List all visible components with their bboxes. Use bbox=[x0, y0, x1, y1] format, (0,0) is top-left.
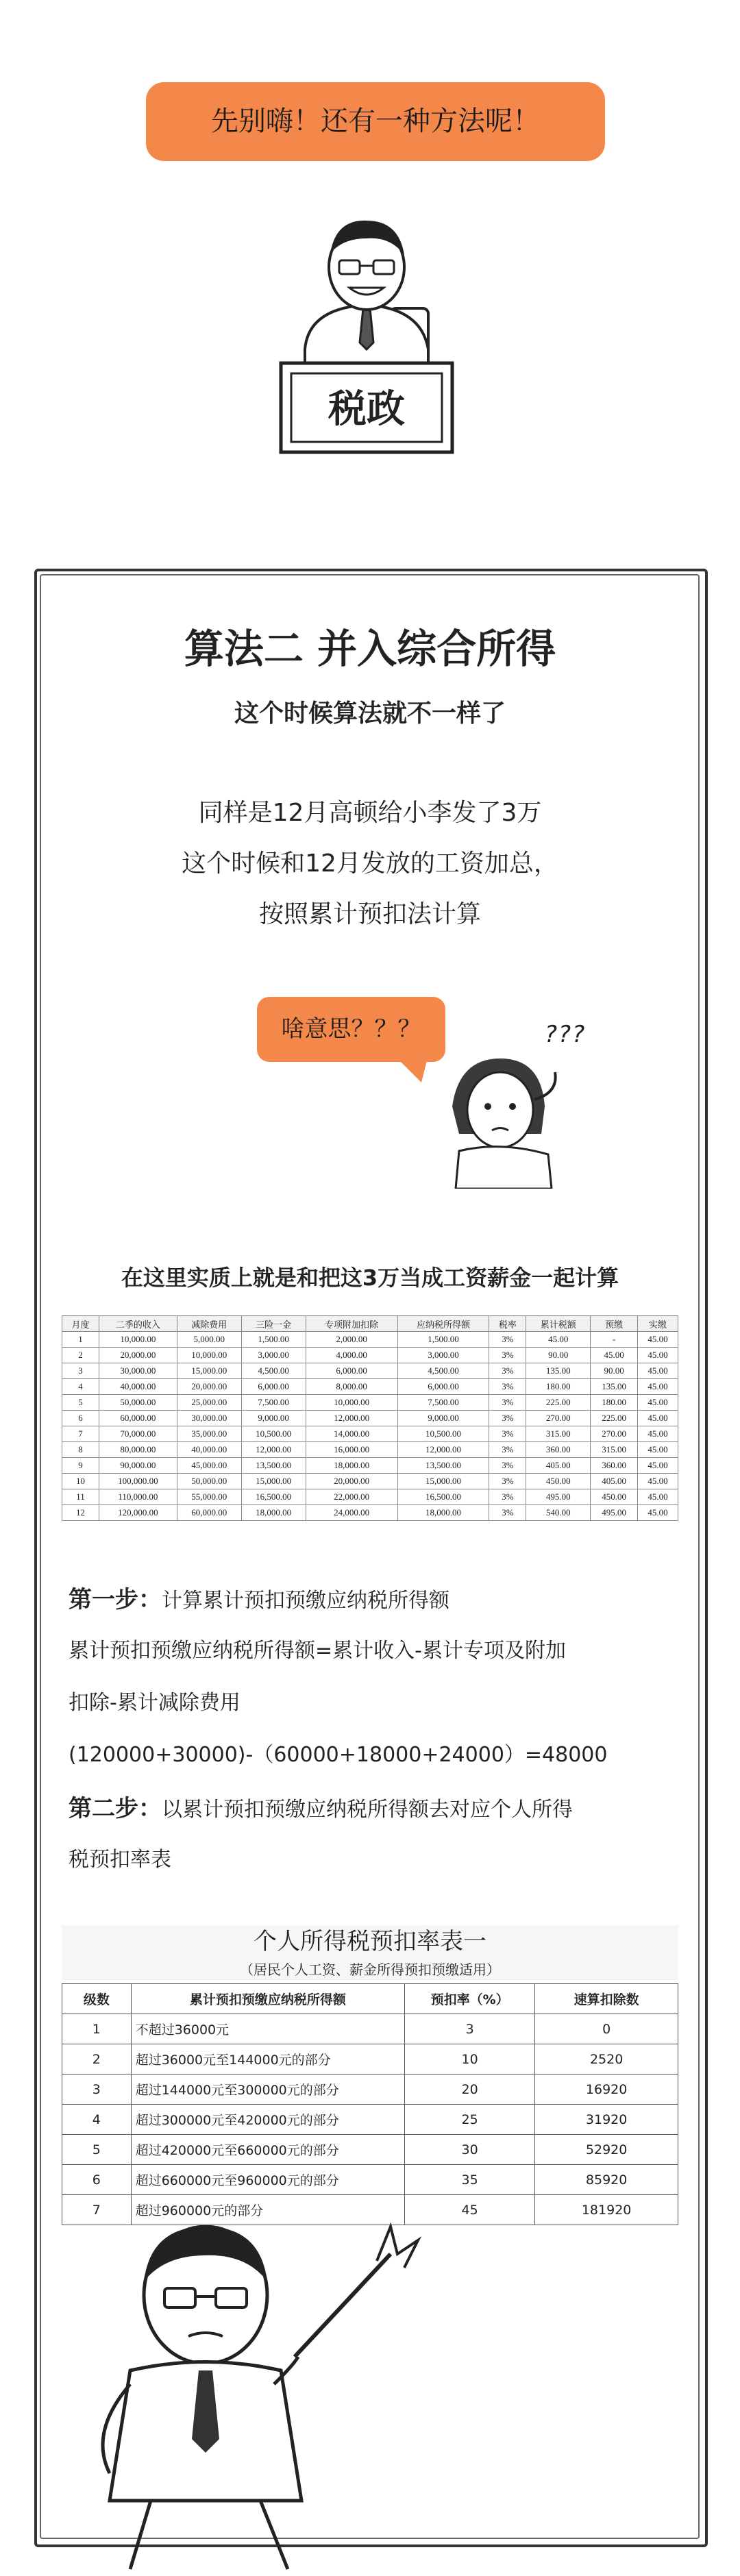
table-cell: 11 bbox=[62, 1489, 99, 1505]
table-row bbox=[62, 2044, 678, 2075]
step2-label: 第二步： bbox=[69, 1795, 162, 1822]
table-cell: 270.00 bbox=[591, 1426, 638, 1442]
table-cell: 35,000.00 bbox=[177, 1426, 241, 1442]
table-cell: 3,000.00 bbox=[397, 1348, 489, 1363]
table-cell: 7 bbox=[62, 2195, 132, 2225]
table-cell: 15,000.00 bbox=[177, 1363, 241, 1379]
table-cell: 超过300000元至420000元的部分 bbox=[131, 2105, 404, 2135]
step1-line: 扣除-累计减除费用 bbox=[69, 1691, 241, 1715]
table-header-cell: 月度 bbox=[62, 1316, 99, 1332]
table-cell: 5 bbox=[62, 1395, 99, 1411]
table-cell: 7,500.00 bbox=[397, 1395, 489, 1411]
table-header-cell: 预缴 bbox=[591, 1316, 638, 1332]
rate-table-subtitle: （居民个人工资、薪金所得预扣预缴适用） bbox=[240, 1961, 500, 1978]
table-cell: 14,000.00 bbox=[306, 1426, 397, 1442]
step2-line: 税预扣率表 bbox=[69, 1848, 171, 1872]
table-cell: 25 bbox=[405, 2105, 535, 2135]
table-cell: 12,000.00 bbox=[241, 1442, 306, 1458]
table-cell: 30,000.00 bbox=[99, 1363, 177, 1379]
table-cell: 70,000.00 bbox=[99, 1426, 177, 1442]
table-cell: 225.00 bbox=[591, 1411, 638, 1426]
top-bubble-text: 先别嗨！还有一种方法呢！ bbox=[211, 106, 540, 137]
top-speech-bubble bbox=[146, 82, 605, 161]
table-cell: 2520 bbox=[535, 2044, 678, 2075]
table-cell: 180.00 bbox=[591, 1395, 638, 1411]
table-cell: 110,000.00 bbox=[99, 1489, 177, 1505]
table-cell: 3 bbox=[62, 1363, 99, 1379]
table-cell: 3% bbox=[489, 1426, 526, 1442]
table-cell: 450.00 bbox=[526, 1474, 591, 1489]
question-speech-bubble bbox=[257, 997, 445, 1062]
table-cell: 18,000.00 bbox=[306, 1458, 397, 1474]
table-cell: 45.00 bbox=[638, 1489, 678, 1505]
table-cell: 45.00 bbox=[638, 1348, 678, 1363]
table-cell: 181920 bbox=[535, 2195, 678, 2225]
table-cell: 90,000.00 bbox=[99, 1458, 177, 1474]
table-cell: 3% bbox=[489, 1489, 526, 1505]
table-cell: 45.00 bbox=[591, 1348, 638, 1363]
table-row bbox=[62, 2105, 678, 2135]
intro-line: 按照累计预扣法计算 bbox=[258, 900, 481, 928]
table-cell: 45.00 bbox=[638, 1442, 678, 1458]
table-cell: 3 bbox=[405, 2014, 535, 2044]
table-cell: 12,000.00 bbox=[306, 1411, 397, 1426]
table-cell: 40,000.00 bbox=[99, 1379, 177, 1395]
table-cell: 6 bbox=[62, 2165, 132, 2195]
table-cell: 4 bbox=[62, 1379, 99, 1395]
table-cell: 8 bbox=[62, 1442, 99, 1458]
table-row bbox=[62, 2014, 678, 2044]
table-row bbox=[62, 1411, 678, 1426]
table-cell: 10,500.00 bbox=[241, 1426, 306, 1442]
table-cell: 6,000.00 bbox=[241, 1379, 306, 1395]
table-cell: 35 bbox=[405, 2165, 535, 2195]
table-cell: 20 bbox=[405, 2075, 535, 2105]
table-cell: 20,000.00 bbox=[99, 1348, 177, 1363]
step1-block bbox=[69, 1576, 685, 1781]
table-cell: 22,000.00 bbox=[306, 1489, 397, 1505]
table-cell: 3% bbox=[489, 1332, 526, 1348]
table-cell: 10,000.00 bbox=[99, 1332, 177, 1348]
confused-girl-illustration bbox=[432, 1031, 576, 1189]
table-cell: 135.00 bbox=[591, 1379, 638, 1395]
table-cell: 100,000.00 bbox=[99, 1474, 177, 1489]
table-row bbox=[62, 1505, 678, 1521]
table-row bbox=[62, 1348, 678, 1363]
table-cell: 3% bbox=[489, 1442, 526, 1458]
table-header-cell: 减除费用 bbox=[177, 1316, 241, 1332]
table-cell: 360.00 bbox=[591, 1458, 638, 1474]
table-cell: 45.00 bbox=[638, 1474, 678, 1489]
question-marks: ??? bbox=[545, 1021, 587, 1048]
bubble-tail bbox=[394, 1055, 428, 1082]
table-cell: 超过660000元至960000元的部分 bbox=[131, 2165, 404, 2195]
table-cell: 3,000.00 bbox=[241, 1348, 306, 1363]
table-row bbox=[62, 2165, 678, 2195]
table-header-cell: 应纳税所得额 bbox=[397, 1316, 489, 1332]
table-cell: 2 bbox=[62, 1348, 99, 1363]
table-cell: 80,000.00 bbox=[99, 1442, 177, 1458]
table-cell: 8,000.00 bbox=[306, 1379, 397, 1395]
table-row bbox=[62, 1426, 678, 1442]
table-cell: 495.00 bbox=[591, 1505, 638, 1521]
table-cell: 60,000.00 bbox=[99, 1411, 177, 1426]
table-cell: 1 bbox=[62, 2014, 132, 2044]
table-cell: 24,000.00 bbox=[306, 1505, 397, 1521]
table-cell: 2,000.00 bbox=[306, 1332, 397, 1348]
table-row bbox=[62, 2075, 678, 2105]
table-cell: 18,000.00 bbox=[397, 1505, 489, 1521]
table-cell: 3 bbox=[62, 2075, 132, 2105]
table-cell: 60,000.00 bbox=[177, 1505, 241, 1521]
table-cell: 16,500.00 bbox=[241, 1489, 306, 1505]
table-header-cell: 三险一金 bbox=[241, 1316, 306, 1332]
table-cell: 18,000.00 bbox=[241, 1505, 306, 1521]
table-row bbox=[62, 1489, 678, 1505]
table-cell: 6,000.00 bbox=[397, 1379, 489, 1395]
table-cell: 45.00 bbox=[638, 1426, 678, 1442]
table-cell: 15,000.00 bbox=[241, 1474, 306, 1489]
table-cell: 45.00 bbox=[638, 1395, 678, 1411]
table-header-cell: 二季的收入 bbox=[99, 1316, 177, 1332]
table-cell: 85920 bbox=[535, 2165, 678, 2195]
table-cell: 25,000.00 bbox=[177, 1395, 241, 1411]
table-cell: 12 bbox=[62, 1505, 99, 1521]
table-cell: 16,500.00 bbox=[397, 1489, 489, 1505]
table-cell: 45,000.00 bbox=[177, 1458, 241, 1474]
table-cell: 3% bbox=[489, 1379, 526, 1395]
table-cell: 16920 bbox=[535, 2075, 678, 2105]
table-cell: 120,000.00 bbox=[99, 1505, 177, 1521]
rate-table-title: 个人所得税预扣率表一 bbox=[254, 1929, 486, 1955]
table-cell: 16,000.00 bbox=[306, 1442, 397, 1458]
table-cell: 15,000.00 bbox=[397, 1474, 489, 1489]
table-cell: 315.00 bbox=[526, 1426, 591, 1442]
table-header-cell: 实缴 bbox=[638, 1316, 678, 1332]
presenter-cartoon-illustration bbox=[69, 2213, 452, 2576]
table-cell: 9,000.00 bbox=[241, 1411, 306, 1426]
table-cell: 45.00 bbox=[638, 1332, 678, 1348]
table-cell: 90.00 bbox=[591, 1363, 638, 1379]
table-cell: 360.00 bbox=[526, 1442, 591, 1458]
table-cell: 超过420000元至660000元的部分 bbox=[131, 2135, 404, 2165]
cumulative-withholding-table bbox=[62, 1315, 678, 1521]
table-header-cell: 税率 bbox=[489, 1316, 526, 1332]
table-cell: 1 bbox=[62, 1332, 99, 1348]
table-cell: 45.00 bbox=[638, 1458, 678, 1474]
table-cell: 13,500.00 bbox=[397, 1458, 489, 1474]
table1-title: 在这里实质上就是和把这3万当成工资薪金一起计算 bbox=[121, 1265, 619, 1291]
table-cell: 3% bbox=[489, 1395, 526, 1411]
table-row bbox=[62, 1442, 678, 1458]
table-cell: 12,000.00 bbox=[397, 1442, 489, 1458]
table-header-cell: 专项附加扣除 bbox=[306, 1316, 397, 1332]
table-cell: 50,000.00 bbox=[99, 1395, 177, 1411]
table-cell: 1,500.00 bbox=[397, 1332, 489, 1348]
table-cell: 20,000.00 bbox=[306, 1474, 397, 1489]
table-row bbox=[62, 1363, 678, 1379]
question-bubble-text: 啥意思？？？ bbox=[281, 1015, 421, 1043]
table-cell: 5,000.00 bbox=[177, 1332, 241, 1348]
table-cell: 4,000.00 bbox=[306, 1348, 397, 1363]
step1-text: 计算累计预扣预缴应纳税所得额 bbox=[162, 1589, 449, 1613]
table-row bbox=[62, 1395, 678, 1411]
table-cell: 450.00 bbox=[591, 1489, 638, 1505]
table-cell: 45.00 bbox=[638, 1411, 678, 1426]
table-header-cell: 速算扣除数 bbox=[535, 1984, 678, 2014]
table-cell: 45.00 bbox=[638, 1363, 678, 1379]
table-header-cell: 预扣率（%） bbox=[405, 1984, 535, 2014]
table-cell: 13,500.00 bbox=[241, 1458, 306, 1474]
table-cell: 45 bbox=[405, 2195, 535, 2225]
table-cell: 10,500.00 bbox=[397, 1426, 489, 1442]
step1-formula: (120000+30000)-（60000+18000+24000）=48000 bbox=[69, 1743, 608, 1767]
table-cell: 3% bbox=[489, 1505, 526, 1521]
step2-block bbox=[69, 1785, 685, 1886]
desk-sign-text: 税政 bbox=[328, 387, 405, 432]
table-cell: 135.00 bbox=[526, 1363, 591, 1379]
table-cell: 45.00 bbox=[638, 1379, 678, 1395]
table-row bbox=[62, 1474, 678, 1489]
step1-label: 第一步： bbox=[69, 1586, 162, 1613]
table-cell: 不超过36000元 bbox=[131, 2014, 404, 2044]
table-cell: 3% bbox=[489, 1411, 526, 1426]
table-cell: 30,000.00 bbox=[177, 1411, 241, 1426]
intro-line: 同样是12月高顿给小李发了3万 bbox=[198, 799, 542, 827]
table-cell: 4,500.00 bbox=[397, 1363, 489, 1379]
table-cell: 7 bbox=[62, 1426, 99, 1442]
table-cell: 10 bbox=[62, 1474, 99, 1489]
step2-text: 以累计预扣预缴应纳税所得额去对应个人所得 bbox=[162, 1798, 573, 1822]
table-cell: 6 bbox=[62, 1411, 99, 1426]
table-cell: 45.00 bbox=[638, 1505, 678, 1521]
table-cell: 90.00 bbox=[526, 1348, 591, 1363]
step2-heading bbox=[69, 1785, 685, 1834]
table-cell: 180.00 bbox=[526, 1379, 591, 1395]
table-cell: 40,000.00 bbox=[177, 1442, 241, 1458]
step1-line: 累计预扣预缴应纳税所得额=累计收入-累计专项及附加 bbox=[69, 1639, 566, 1663]
table-cell: 4 bbox=[62, 2105, 132, 2135]
intro-line: 这个时候和12月发放的工资加总， bbox=[182, 850, 558, 878]
table-cell: 20,000.00 bbox=[177, 1379, 241, 1395]
table-cell: 10 bbox=[405, 2044, 535, 2075]
table-cell: 405.00 bbox=[591, 1474, 638, 1489]
table-header-row bbox=[62, 1316, 678, 1332]
table-cell: 495.00 bbox=[526, 1489, 591, 1505]
table-cell: 7,500.00 bbox=[241, 1395, 306, 1411]
section-subtitle: 这个时候算法就不一样了 bbox=[234, 699, 506, 728]
table-cell: 0 bbox=[535, 2014, 678, 2044]
table-header-cell: 累计税额 bbox=[526, 1316, 591, 1332]
table-cell: 405.00 bbox=[526, 1458, 591, 1474]
table-cell: 3% bbox=[489, 1348, 526, 1363]
table-row bbox=[62, 1458, 678, 1474]
table-cell: 10,000.00 bbox=[177, 1348, 241, 1363]
table-cell: 52920 bbox=[535, 2135, 678, 2165]
table-cell: 50,000.00 bbox=[177, 1474, 241, 1489]
table-cell: 45.00 bbox=[526, 1332, 591, 1348]
table-header-cell: 级数 bbox=[62, 1984, 132, 2014]
table-cell: 55,000.00 bbox=[177, 1489, 241, 1505]
table-header-row bbox=[62, 1984, 678, 2014]
table-row bbox=[62, 1332, 678, 1348]
table-cell: 270.00 bbox=[526, 1411, 591, 1426]
table-cell: 超过960000元的部分 bbox=[131, 2195, 404, 2225]
table-cell: 6,000.00 bbox=[306, 1363, 397, 1379]
table-cell: 4,500.00 bbox=[241, 1363, 306, 1379]
table-cell: 超过36000元至144000元的部分 bbox=[131, 2044, 404, 2075]
table-cell: 9 bbox=[62, 1458, 99, 1474]
table-row bbox=[62, 2135, 678, 2165]
table-cell: 1,500.00 bbox=[241, 1332, 306, 1348]
table-row bbox=[62, 1379, 678, 1395]
table-cell: 30 bbox=[405, 2135, 535, 2165]
table-cell: 315.00 bbox=[591, 1442, 638, 1458]
table-header-cell: 累计预扣预缴应纳税所得额 bbox=[131, 1984, 404, 2014]
table-cell: 超过144000元至300000元的部分 bbox=[131, 2075, 404, 2105]
table-cell: 2 bbox=[62, 2044, 132, 2075]
section-title: 算法二 并入综合所得 bbox=[184, 626, 556, 672]
table-cell: 31920 bbox=[535, 2105, 678, 2135]
withholding-rate-table bbox=[62, 1983, 678, 2225]
table-cell: 225.00 bbox=[526, 1395, 591, 1411]
table-cell: 540.00 bbox=[526, 1505, 591, 1521]
table-cell: 5 bbox=[62, 2135, 132, 2165]
table-cell: 3% bbox=[489, 1474, 526, 1489]
table-cell: 3% bbox=[489, 1363, 526, 1379]
intro-text bbox=[41, 788, 699, 940]
step1-heading bbox=[69, 1576, 685, 1625]
table-cell: - bbox=[591, 1332, 638, 1348]
table-cell: 10,000.00 bbox=[306, 1395, 397, 1411]
rate-table-title-block bbox=[62, 1925, 678, 1980]
table-cell: 9,000.00 bbox=[397, 1411, 489, 1426]
table-cell: 3% bbox=[489, 1458, 526, 1474]
